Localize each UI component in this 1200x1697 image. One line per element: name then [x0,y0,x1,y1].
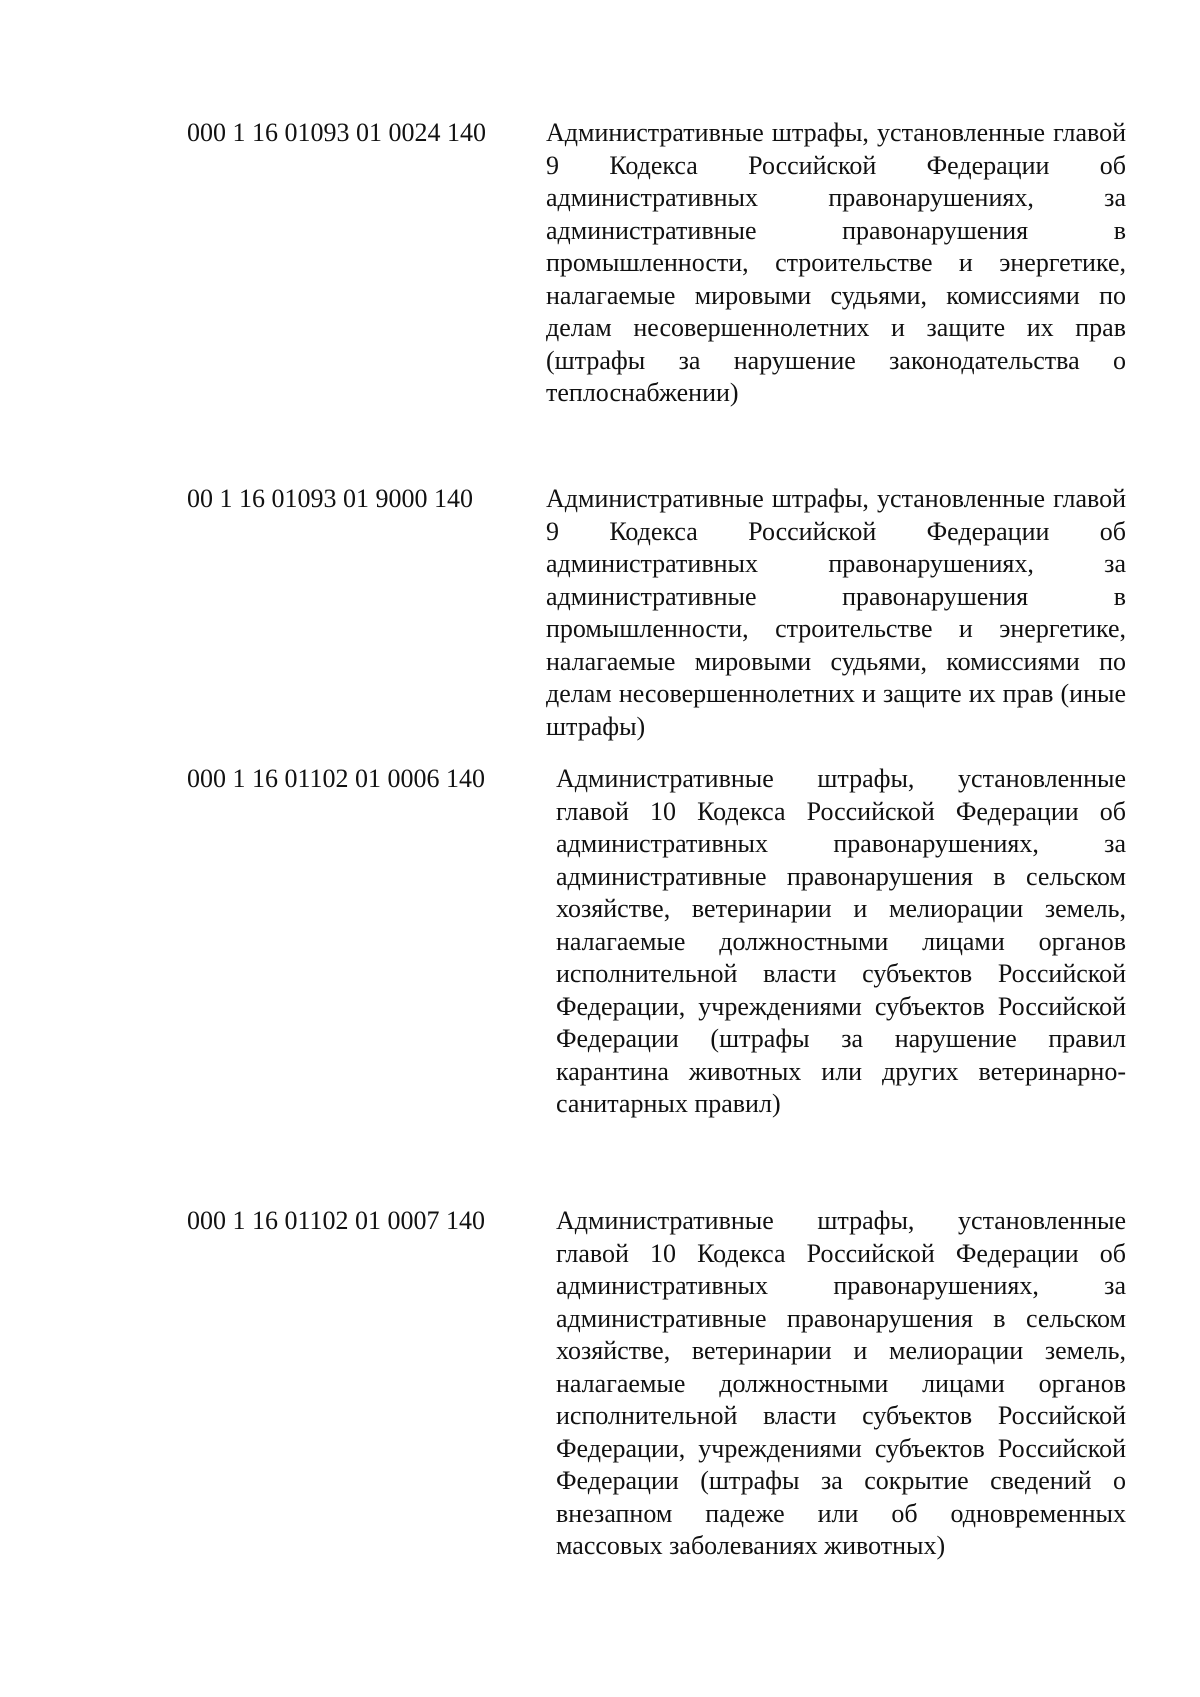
budget-code: 000 1 16 01102 01 0006 140 [187,764,486,793]
budget-code: 000 1 16 01102 01 0007 140 [187,1206,486,1235]
budget-code: 000 1 16 01093 01 0024 140 [187,118,486,147]
entry-description: Административные штрафы, установленные главой 9 Кодекса Российской Федерации об административных правонарушениях, за административные правонарушения в промышленности, строительстве и энергетике, налагаемые мировыми судьями, комиссиями по делам несовершеннолетних и защите их прав (штрафы за нарушение законодательства о теплоснабжении) [546,118,1126,407]
entry-description: Административные штрафы, установленные главой 10 Кодекса Российской Федерации об административных правонарушениях, за административные правонарушения в сельском хозяйстве, ветеринарии и мелиорации земель, налагаемые должностными лицами органов исполнительной власти субъектов Российской Федерации, учреждениями субъектов Российской Федерации (штрафы за сокрытие сведений о внезапном падеже или об одновременных массовых заболеваниях животных) [556,1206,1126,1560]
budget-code: 00 1 16 01093 01 9000 140 [187,484,473,513]
entry-description: Административные штрафы, установленные главой 10 Кодекса Российской Федерации об административных правонарушениях, за административные правонарушения в сельском хозяйстве, ветеринарии и мелиорации земель, налагаемые должностными лицами органов исполнительной власти субъектов Российской Федерации, учреждениями субъектов Российской Федерации (штрафы за нарушение правил карантина животных или других ветеринарно-санитарных правил) [556,764,1126,1118]
entry-description: Административные штрафы, установленные главой 9 Кодекса Российской Федерации об административных правонарушениях, за административные правонарушения в промышленности, строительстве и энергетике, налагаемые мировыми судьями, комиссиями по делам несовершеннолетних и защите их прав (иные штрафы) [546,484,1126,741]
